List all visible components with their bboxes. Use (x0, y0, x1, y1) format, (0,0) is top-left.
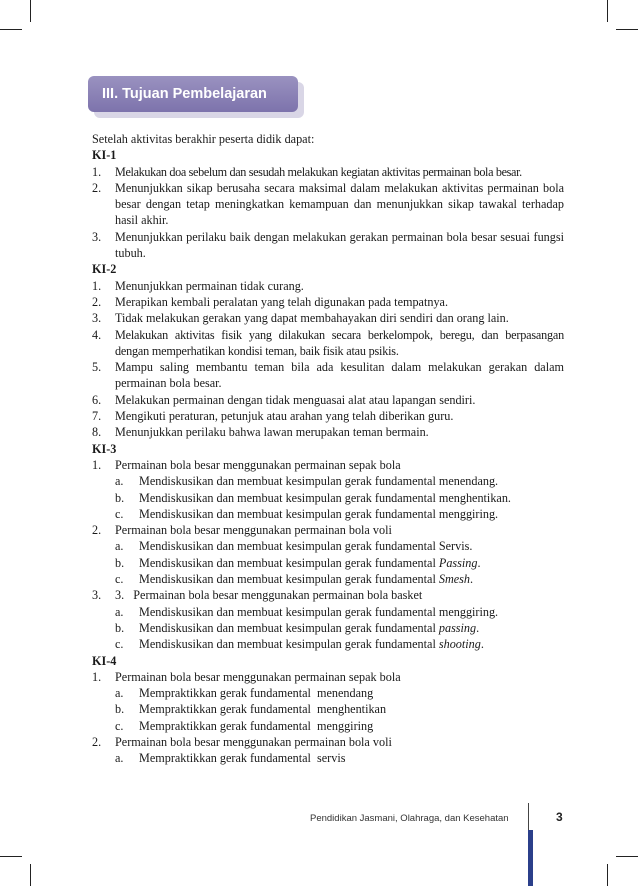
crop-mark-tr-h (616, 29, 638, 30)
sub-list-prefix: Mendiskusikan dan membuat kesimpulan gerak fundamental (139, 572, 436, 587)
sub-list-item (92, 490, 564, 506)
sub-list-term: passing (438, 620, 477, 635)
list-item (92, 669, 564, 685)
list-number: 2. (92, 523, 102, 538)
sub-list-prefix: Mendiskusikan dan membuat kesimpulan gerak fundamental (139, 637, 436, 652)
sub-list-text: Mendiskusikan dan membuat kesimpulan gerak fundamental menggiring. (139, 506, 499, 521)
list-item (92, 310, 564, 326)
list-text: Melakukan permainan dengan tidak menguasai alat atau lapangan sendiri. (115, 392, 476, 407)
list-text: Melakukan aktivitas fisik yang dilakukan secara berkelompok, beregu, dan berpasangan dengan memperhatikan kondisi teman, baik fisik atau psikis. (115, 327, 564, 358)
sub-list-item (92, 473, 564, 489)
list-text: 3. Permainan bola besar menggunakan permainan bola basket (115, 588, 423, 603)
list-item (92, 327, 564, 360)
list-item (92, 457, 564, 473)
list-text: Menunjukkan perilaku baik dengan melakukan gerakan permainan bola besar sesuai fungsi tubuh. (115, 229, 564, 261)
crop-mark-br-h (616, 856, 638, 857)
sub-list-prefix: Mendiskusikan dan membuat kesimpulan gerak fundamental (139, 620, 436, 635)
sub-list-letter: a. (115, 539, 124, 554)
footer-book-title: Pendidikan Jasmani, Olahraga, dan Kesehatan (310, 813, 509, 824)
list-item (92, 164, 564, 180)
list-text: Permainan bola besar menggunakan permainan bola voli (115, 523, 392, 538)
ki4-heading: KI-4 (92, 653, 117, 668)
sub-list-term: Passing (438, 555, 478, 570)
list-item (92, 392, 564, 408)
ki2-heading: KI-2 (92, 262, 117, 277)
list-text: Tidak melakukan gerakan yang dapat membahayakan diri sendiri dan orang lain. (115, 311, 509, 326)
list-item (92, 587, 564, 603)
crop-mark-tr-v (607, 0, 608, 22)
sub-list-letter: a. (115, 474, 124, 489)
sub-list-item (92, 750, 564, 766)
sub-list-letter: c. (115, 506, 124, 521)
crop-mark-bl-h (0, 856, 22, 857)
sub-list-item (92, 701, 564, 717)
crop-mark-br-v (607, 864, 608, 886)
list-text: Mampu saling membantu teman bila ada kesulitan dalam melakukan gerakan dalam permainan bola besar. (115, 360, 564, 391)
sub-list-item (92, 620, 564, 636)
sub-list-letter: a. (115, 604, 124, 619)
sub-list-letter: b. (115, 620, 125, 635)
list-number: 4. (92, 327, 102, 342)
list-number: 3. (92, 311, 102, 326)
list-text: Menunjukkan permainan tidak curang. (115, 278, 304, 293)
list-number: 7. (92, 409, 102, 424)
sub-list-text: Mempraktikkan gerak fundamental menendang (139, 686, 374, 701)
sub-list-letter: b. (115, 555, 125, 570)
sub-list-letter: c. (115, 637, 124, 652)
list-item (92, 180, 564, 229)
section-title: III. Tujuan Pembelajaran (88, 76, 298, 112)
list-number: 6. (92, 392, 102, 407)
list-number: 2. (92, 734, 102, 749)
list-item (92, 408, 564, 424)
list-item (92, 359, 564, 392)
list-item (92, 522, 564, 538)
ki1-heading: KI-1 (92, 148, 117, 163)
sub-list-text: Mendiskusikan dan membuat kesimpulan gerak fundamental Servis. (139, 539, 473, 554)
sub-list-letter: a. (115, 751, 124, 766)
list-number: 2. (92, 294, 102, 309)
list-item (92, 734, 564, 750)
list-number: 5. (92, 360, 102, 375)
list-item (92, 294, 564, 310)
list-number: 2. (92, 180, 102, 195)
sub-list-letter: c. (115, 718, 124, 733)
list-text: Permainan bola besar menggunakan permainan sepak bola (115, 457, 401, 472)
page-edge-bar (528, 830, 533, 886)
page-number: 3 (556, 810, 563, 824)
list-item (92, 424, 564, 440)
list-number: 3. (92, 229, 102, 244)
sub-list-item (92, 571, 564, 587)
sub-list-text: Mempraktikkan gerak fundamental menghentikan (139, 702, 387, 717)
list-number: 1. (92, 457, 102, 472)
list-text: Mengikuti peraturan, petunjuk atau arahan yang telah diberikan guru. (115, 409, 454, 424)
list-text: Menunjukkan perilaku bahwa lawan merupakan teman bermain. (115, 425, 429, 440)
sub-list-text: Mendiskusikan dan membuat kesimpulan gerak fundamental Smesh. (139, 572, 474, 587)
sub-list-letter: c. (115, 572, 124, 587)
sub-list-item (92, 555, 564, 571)
sub-list-letter: b. (115, 702, 125, 717)
list-number: 1. (92, 278, 102, 293)
sub-list-text: Mempraktikkan gerak fundamental menggiring (139, 718, 374, 733)
ki3-heading: KI-3 (92, 441, 117, 456)
list-text: Menunjukkan sikap berusaha secara maksimal dalam melakukan aktivitas permainan bola besar dengan tetap meningkatkan kemampuan dan menunjukkan sikap tawakal terhadap hasil akhir. (115, 180, 564, 228)
sub-list-item (92, 604, 564, 620)
sub-list-text: Mempraktikkan gerak fundamental servis (139, 751, 346, 766)
list-number: 8. (92, 425, 102, 440)
sub-list-term: shooting (438, 637, 481, 652)
sub-list-item (92, 538, 564, 554)
list-text: Melakukan doa sebelum dan sesudah melakukan kegiatan aktivitas permainan bola besar. (115, 164, 522, 179)
sub-list-item (92, 718, 564, 734)
sub-list-item (92, 506, 564, 522)
sub-list-text: Mendiskusikan dan membuat kesimpulan gerak fundamental passing. (139, 620, 480, 635)
list-item (92, 278, 564, 294)
crop-mark-bl-v (30, 864, 31, 886)
list-text: Permainan bola besar menggunakan permainan bola voli (115, 734, 392, 749)
sub-list-prefix: Mendiskusikan dan membuat kesimpulan gerak fundamental (139, 555, 436, 570)
sub-list-text: Mendiskusikan dan membuat kesimpulan gerak fundamental menendang. (139, 474, 499, 489)
sub-list-term: Smesh (438, 572, 471, 587)
sub-list-letter: b. (115, 490, 125, 505)
crop-mark-tl-h (0, 29, 22, 30)
crop-mark-tl-v (30, 0, 31, 22)
sub-list-text: Mendiskusikan dan membuat kesimpulan gerak fundamental menggiring. (139, 604, 499, 619)
list-text: Permainan bola besar menggunakan permainan sepak bola (115, 669, 401, 684)
list-item (92, 229, 564, 262)
sub-list-item (92, 685, 564, 701)
sub-list-letter: a. (115, 686, 124, 701)
intro-text: Setelah aktivitas berakhir peserta didik dapat: (92, 132, 315, 146)
sub-list-text: Mendiskusikan dan membuat kesimpulan gerak fundamental Passing. (139, 555, 481, 570)
document-body (92, 131, 564, 767)
section-header (88, 76, 298, 112)
list-number: 1. (92, 164, 102, 179)
sub-list-text: Mendiskusikan dan membuat kesimpulan gerak fundamental shooting. (139, 637, 484, 652)
list-text: Merapikan kembali peralatan yang telah digunakan pada tempatnya. (115, 294, 448, 309)
list-number: 1. (92, 669, 102, 684)
sub-list-item (92, 636, 564, 652)
sub-list-text: Mendiskusikan dan membuat kesimpulan gerak fundamental menghentikan. (139, 490, 511, 505)
list-number: 3. (92, 588, 102, 603)
